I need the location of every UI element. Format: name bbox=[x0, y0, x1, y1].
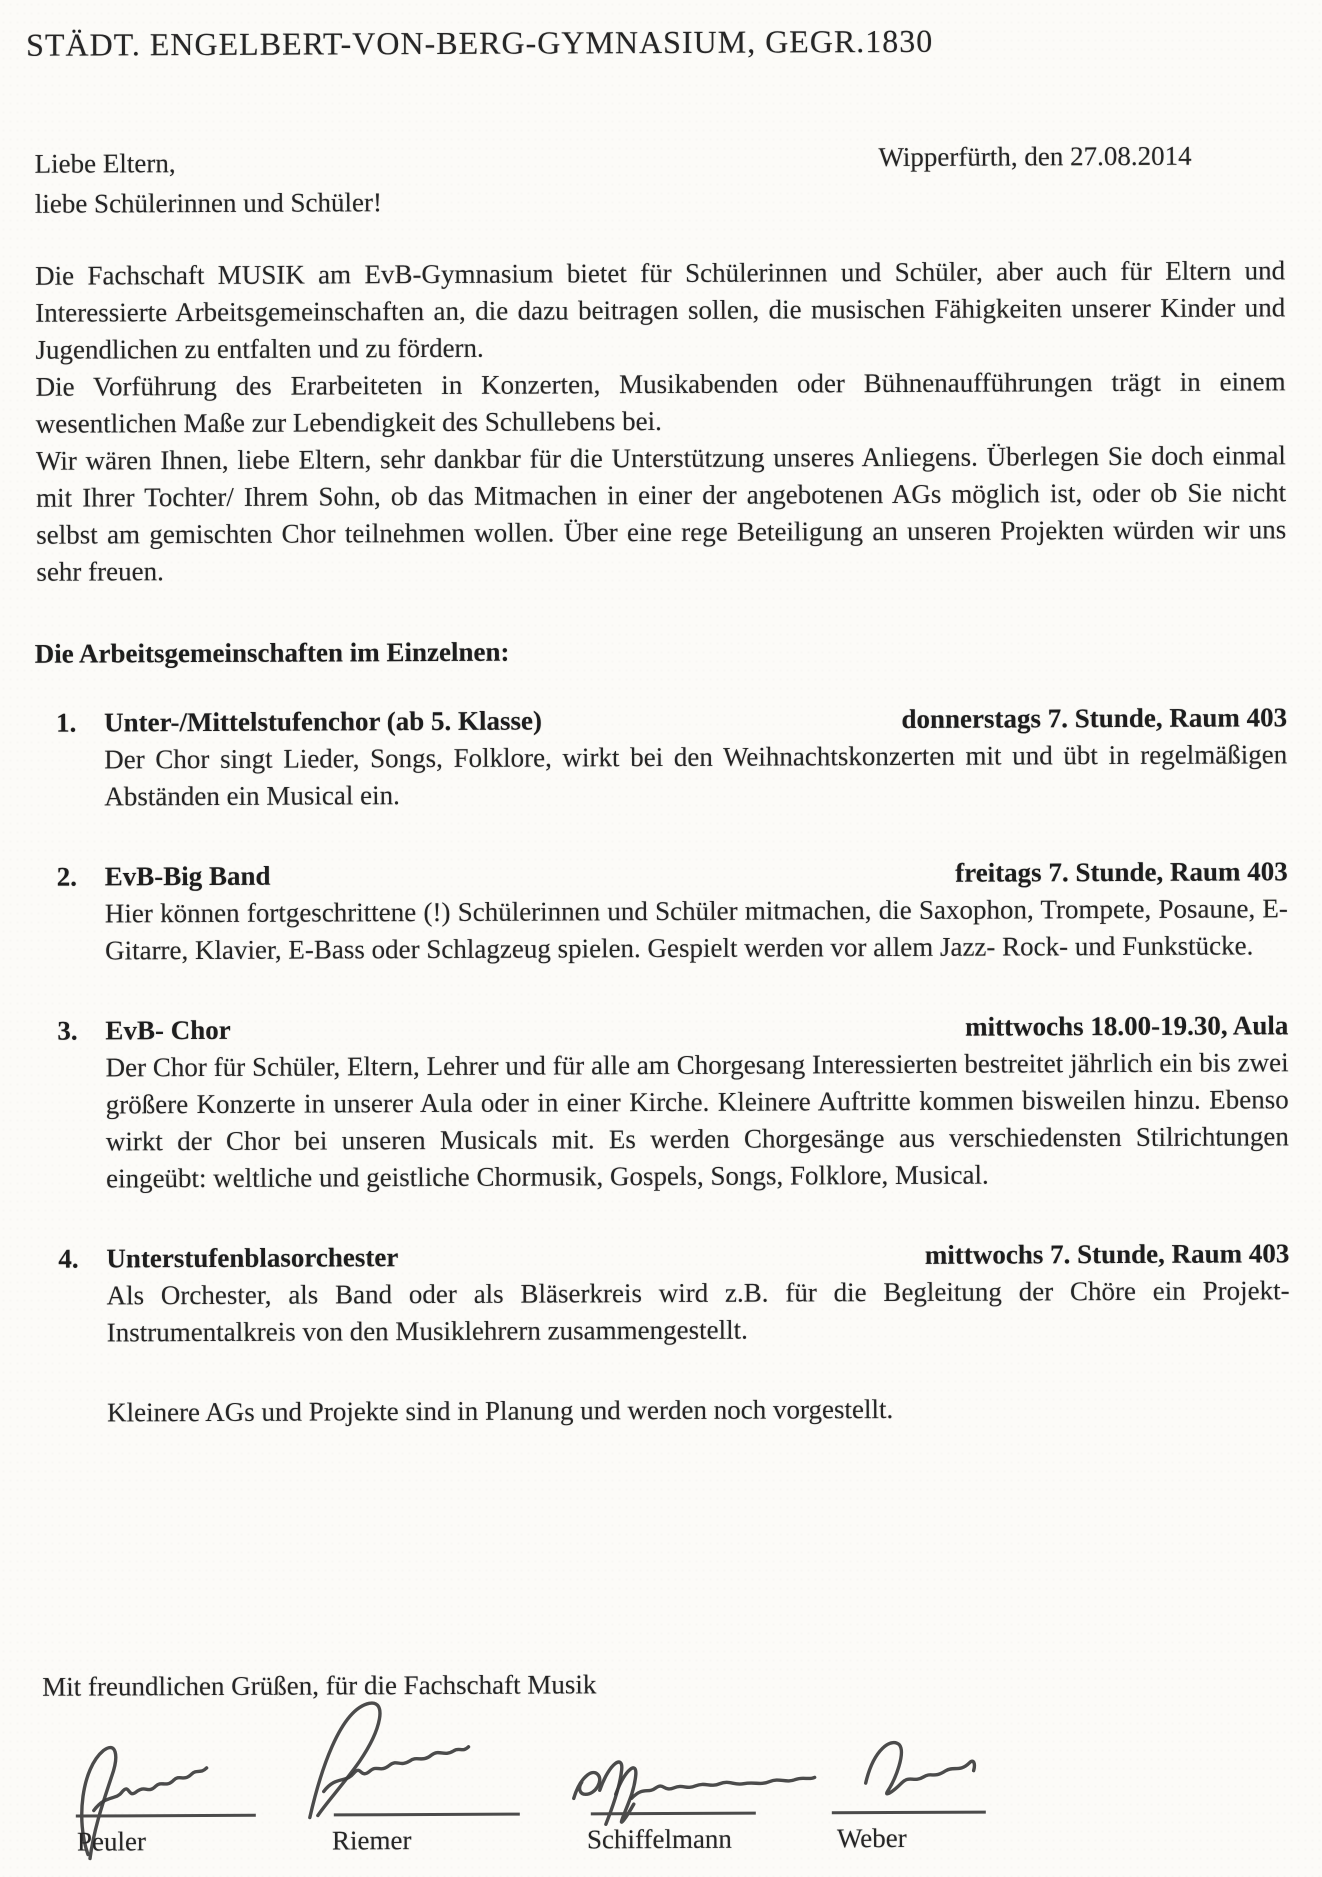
ag-schedule: mittwochs 18.00-19.30, Aula bbox=[965, 1010, 1289, 1042]
weber-name: Weber bbox=[836, 1822, 907, 1854]
weber-signature-scribble bbox=[851, 1731, 986, 1817]
ag-number: 1. bbox=[55, 707, 77, 738]
salutation-line-2: liebe Schülerinnen und Schüler! bbox=[34, 187, 383, 219]
ag-head bbox=[57, 853, 1288, 895]
ag-list bbox=[56, 699, 1290, 1431]
list-heading: Die Arbeitsgemeinschaften im Einzelnen: bbox=[34, 636, 510, 669]
ag-description: Der Chor singt Lieder, Songs, Folklore, wirkt bei den Weihnachtskonzerten mit und übt in regelmäßigen Abständen ein Musical ein. bbox=[104, 739, 1288, 812]
dateline: Wipperfürth, den 27.08.2014 bbox=[878, 140, 1192, 173]
planning-note: Kleinere AGs und Projekte sind in Planung und werden noch vorgestellt. bbox=[106, 1393, 894, 1428]
riemer-signature-scribble bbox=[291, 1699, 477, 1822]
riemer-signature-line bbox=[334, 1813, 520, 1817]
salutation-line-1: Liebe Eltern, bbox=[34, 148, 176, 179]
ag-schedule: mittwochs 7. Stunde, Raum 403 bbox=[924, 1238, 1290, 1270]
peuler-name: Peuler bbox=[76, 1826, 146, 1857]
ag-item-evb-chor bbox=[57, 1007, 1289, 1197]
intro-paragraph-3: Wir wären Ihnen, liebe Eltern, sehr dankbar für die Unterstützung unseres Anliegens. Überlegen Sie doch einmal mit Ihrer Tochter/ Ihrem Sohn, ob das Mitmachen in einer der angebotenen AGs möglich ist, oder ob Sie nicht selbst am gemischten Chor teilnehmen wollen. Über eine rege Beteiligung an unseren Projekten würden wir uns sehr freuen. bbox=[35, 440, 1287, 587]
ag-title: Unterstufenblasorchester bbox=[106, 1242, 399, 1274]
schiffelmann-signature-scribble bbox=[564, 1747, 824, 1828]
intro-paragraph-2: Die Vorführung des Erarbeiteten in Konzerten, Musikabenden oder Bühnenaufführungen trägt in einem wesentlichen Maße zur Lebendigkeit des Schullebens bei. bbox=[35, 366, 1286, 439]
intro-paragraphs bbox=[35, 252, 1286, 590]
intro-paragraph-1: Die Fachschaft MUSIK am EvB-Gymnasium bietet für Schülerinnen und Schüler, aber auch für Eltern und Interessierte Arbeitsgemeinschaften an, die dazu beitragen sollen, die musischen Fähigkeiten unserer Kinder und Jugendlichen zu entfalten und zu fördern. bbox=[35, 255, 1286, 365]
peuler-signature-line bbox=[76, 1814, 256, 1818]
ag-number: 2. bbox=[56, 861, 78, 892]
ag-title: EvB-Big Band bbox=[104, 860, 271, 892]
ag-title: Unter-/Mittelstufenchor (ab 5. Klasse) bbox=[103, 705, 543, 738]
ag-item-unter-mittelstufenchor bbox=[56, 699, 1287, 815]
ag-number: 4. bbox=[58, 1243, 79, 1274]
ag-head bbox=[56, 699, 1287, 741]
ag-title: EvB- Chor bbox=[105, 1014, 231, 1046]
riemer-name: Riemer bbox=[331, 1825, 412, 1856]
ag-description: Der Chor für Schüler, Eltern, Lehrer und für alle am Chorgesang Interessierten bestreitet jährlich ein bis zwei größere Konzerte in unserer Aula oder in einer Kirche. Kleinere Auftritte kommen bisweilen hinzu. Ebenso wirkt der Chor bei unseren Musicals mit. Es werden Chorgesänge aus verschiedensten Stilrichtungen eingeübt: weltliche und geistliche Chormusik, Gospels, Songs, Folklore, Musical. bbox=[105, 1047, 1289, 1194]
ag-item-unterstufenblasorchester bbox=[58, 1235, 1289, 1351]
ag-description: Als Orchester, als Band oder als Bläserkreis wird z.B. für die Begleitung der Chöre ein Projekt- Instrumentalkreis von den Musiklehrern zusammengestellt. bbox=[106, 1275, 1290, 1348]
ag-head bbox=[58, 1235, 1289, 1277]
closing-line: Mit freundlichen Grüßen, für die Fachschaft Musik bbox=[42, 1669, 597, 1702]
ag-head bbox=[57, 1007, 1288, 1049]
ag-number: 3. bbox=[57, 1015, 78, 1046]
ag-item-evb-big-band bbox=[57, 853, 1288, 969]
school-header: STÄDT. ENGELBERT-VON-BERG-GYMNASIUM, GEGR.1830 bbox=[26, 22, 934, 63]
ag-schedule: donnerstags 7. Stunde, Raum 403 bbox=[901, 702, 1288, 734]
ag-schedule: freitags 7. Stunde, Raum 403 bbox=[955, 856, 1288, 888]
schiffelmann-name: Schiffelmann bbox=[586, 1823, 732, 1855]
ag-description: Hier können fortgeschrittene (!) Schülerinnen und Schüler mitmachen, die Saxophon, Trompete, Posaune, E-Gitarre, Klavier, E-Bass oder Schlagzeug spielen. Gespielt werden vor allem Jazz- Rock- und Funkstücke. bbox=[104, 893, 1288, 966]
